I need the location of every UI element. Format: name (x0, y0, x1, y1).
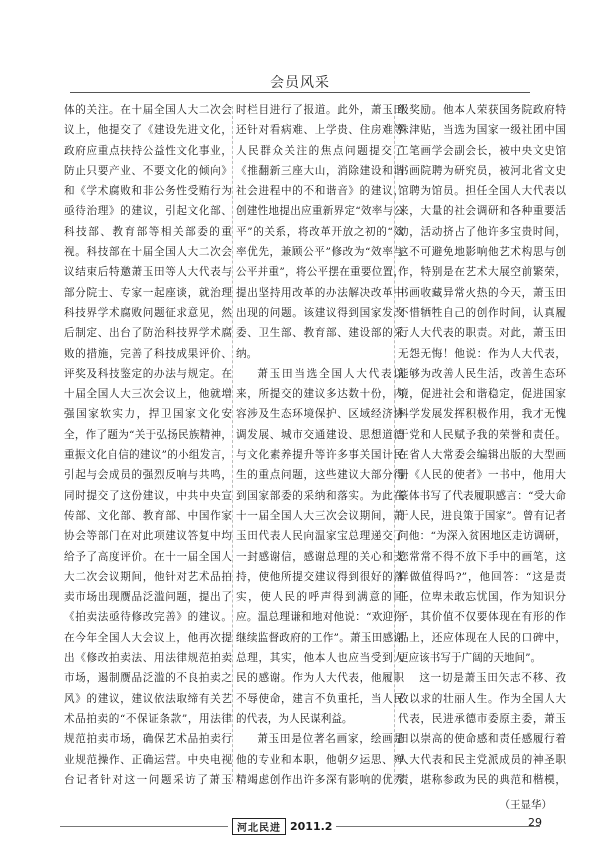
page-number: 29 (528, 816, 542, 829)
paragraph: 这一切是萧玉田矢志不移、孜孜以求的壮丽人生。作为全国人大代表，民进承德市委原主委，萧玉田以崇高的使命感和责任感履行着人大代表和民主党派成员的神圣职责，堪称参政为民的典范和楷模， (398, 672, 566, 786)
column-separator (232, 106, 233, 782)
page-header (0, 0, 600, 100)
author-credit: （王显华） (499, 799, 552, 811)
article-column-2 (236, 100, 404, 790)
page-footer (0, 810, 600, 850)
paragraph: 时栏目进行了报道。此外，萧玉田还针对看病难、上学贵、住房难等人民群众关注的焦点问题提交了《推翻新三座大山，消除建设和谐社会进程中的不和谐音》的建议，创建性地提出应重新界定“效率与公平”的关系，将改革开放之初的“效率优先，兼顾公平”修改为“效率与公平并重”，将公平摆在重要位置，提出坚持用改革的办法解决改革中出现的问题。该建议得到国家发改委、卫生部、教育部、建设部的采纳。 (236, 104, 404, 360)
section-title: 会员风采 (270, 75, 330, 91)
issue-number: 2011.2 (290, 820, 333, 833)
article-column-1 (64, 100, 232, 790)
paragraph: 萧玉田当选全国人大代表以来，所提交的建议多达数十份，内容涉及生态环境保护、区域经济协调发展、城市交通建设、思想道德与文化素养提升等许多事关国计民生的重点问题，这些建议大部分得到国家部委的采纳和落实。为此在十一届全国人大三次会议期间，萧玉田代表人民向温家宝总理递交了一封感谢信，感谢总理的关心和支持，使他所提交建议得到很好的落实，使人民的呼声得到满意的回应。温总理谦和地对他说：“欢迎你继续监督政府的工作”。萧玉田感谢总理，其实，他本人也应当受到人民的感谢。作为人大代表，他履职不辱使命，建言不负重托，当人民的代表，为人民谋利益。 (236, 367, 404, 725)
paragraph: 体的关注。在十届全国人大二次会议上，他提交了《建设先进文化，政府应重点扶持公益性文化事业，防止只要产业、不要文化的倾向》和《学术腐败和非公务性受贿行为亟待治理》的建议，引起文化部、科技部、教育部等相关部委的重视。科技部在十届全国人大二次会议结束后特邀萧玉田等人大代表与部分院士、专家一起座谈，就治理科技界学术腐败问题征求意见，然后制定、出台了防治科技界学术腐败的措施，完善了科技成果评价、评奖及科技鉴定的办法与规定。在十届全国人大三次会议上，他就增强国家软实力，捍卫国家文化安全，作了题为“关于弘扬民族精神，重振文化自信的建议”的小组发言，引起与会成员的强烈反响与共鸣，同时提交了这份建议，中共中央宣传部、文化部、教育部、中国作家协会等部门在对此项建议答复中均给予了高度评价。在十一届全国人大二次会议期间，他针对艺术品拍卖市场出现赝品泛滥问题，提出了《拍卖法亟待修改完善》的建议。在今年全国人大会议上，他再次提出《修改拍卖法、用法律规范拍卖市场，遏制赝品泛滥的不良拍卖之风》的建议，建议依法取缔有关艺术品拍卖的“不保证条款”，用法律规范拍卖市场，确保艺术品拍卖行业规范操作、正确运营。中央电视台记者针对这一问题采访了萧玉 (64, 104, 232, 786)
paragraph: 萧玉田是位著名画家，绘画是他的专业和本职，他朝夕运思、殚精竭虑创作出许多深有影响的优秀 (236, 733, 404, 786)
magazine-badge (228, 818, 336, 835)
magazine-name: 河北民进 (232, 818, 286, 835)
column-separator (394, 106, 395, 782)
article-column-3 (398, 100, 566, 790)
header-rule (70, 92, 530, 93)
paragraph: 级奖励。他本人荣获国务院政府特殊津贴，当选为国家一级社团中国工笔画学会副会长，被中央文史馆书画院聘为研究员，被河北省文史馆聘为馆员。担任全国人大代表以来，大量的社会调研和各种重要活动，活动挤占了他许多宝贵时间，这不可避免地影响他艺术构思与创作，特别是在艺术大展空前繁荣，书画收藏异常火热的今天，萧玉田不惜牺牲自己的创作时间，认真履行人大代表的职责。对此，萧玉田无怨无悔！他说：作为人大代表，能够为改善人民生活，改善生态环境，促进社会和谐稳定，促进国家科学发展发挥积极作用，我才无愧于党和人民赋予我的荣誉和责任。在省人大常委会编辑出版的大型画册《人民的使者》一书中，他用大篆体书写了代表履职感言：“受大命于人民，进良策于国家”。曾有记者问他：“为深入贫困地区走访调研，您常常不得不放下手中的画笔，这样做值得吗?”，他回答：“这是责任，位卑未敢忘忧国，作为知识分子，其价值不仅要体现在有形的作品上，还应体现在人民的口碑中，更应该书写于广阔的天地间”。 (398, 104, 566, 665)
